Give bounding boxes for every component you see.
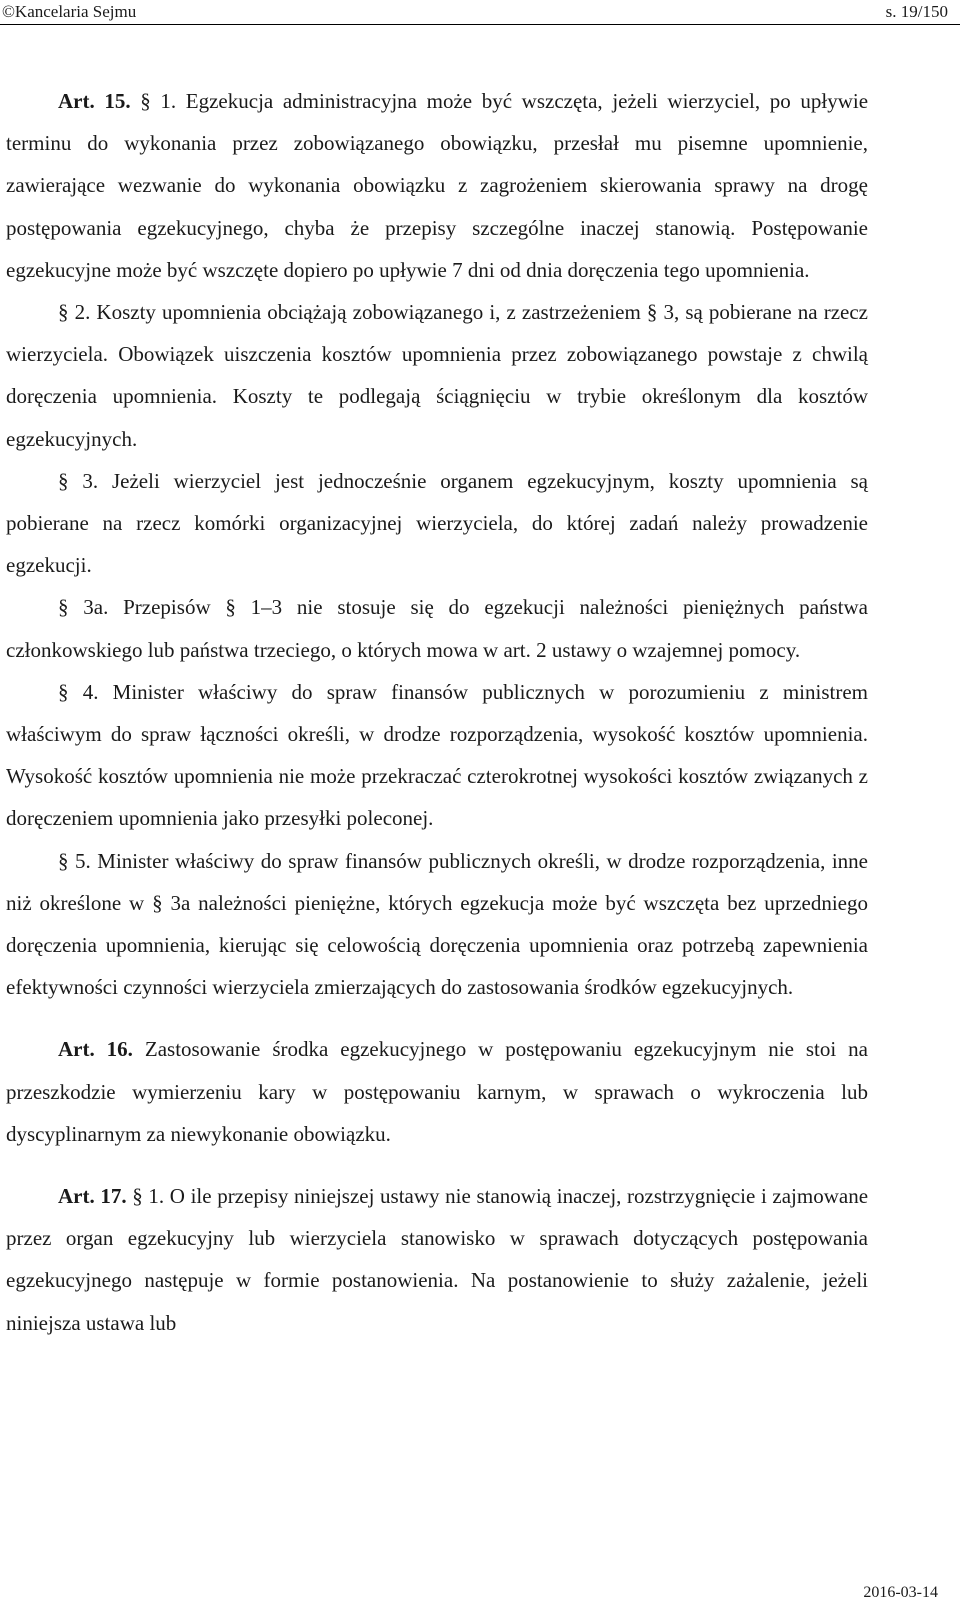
art-15-paragraph-5: § 5. Minister właściwy do spraw finansów publicznych określi, w drodze rozporządzenia, inne niż określone w § 3a należności pieniężne, których egzekucja może być wszczęta bez uprzedniego doręczenia upomnienia, kierując się celowością doręczenia upomnienia oraz potrzebą zapewnienia efektywności czynności wierzyciela zmierzających do zastosowania środków egzekucyjnych. — [6, 848, 868, 1000]
art-15-p1-text: Egzekucja administracyjna może być wszczęta, jeżeli wierzyciel, po upływie terminu do wykonania przez zobowiązanego obowiązku, przesłał mu pisemne upomnienie, zawierające wezwanie do wykonania obowiązku z zagrożeniem skierowania sprawy na drogę postępowania egzekucyjnego, chyba że przepisy szczególne inaczej stanowią. Postępowanie egzekucyjne może być wszczęte dopiero po upływie 7 dni od dnia doręczenia tego upomnienia. — [6, 89, 869, 282]
art-16-paragraph — [6, 1028, 868, 1155]
footer-date: 2016-03-14 — [863, 1584, 938, 1601]
art-16-text: Zastosowanie środka egzekucyjnego w postępowaniu egzekucyjnym nie stoi na przeszkodzie wymierzeniu kary w postępowaniu karnym, w sprawach o wykroczenia lub dyscyplinarnym za niewykonanie obowiązku. — [6, 1037, 868, 1146]
art-16-label: Art. 16. — [58, 1037, 133, 1062]
art-15-paragraph-1 — [6, 80, 868, 291]
page-header — [0, 0, 960, 24]
art-15-label: Art. 15. — [58, 89, 131, 113]
art-17-p1-label: § 1. — [132, 1184, 165, 1209]
header-divider — [0, 24, 960, 25]
art-15-paragraph-4: § 4. Minister właściwy do spraw finansów publicznych w porozumieniu z ministrem właściwym do spraw łączności określi, w drodze rozporządzenia, wysokość kosztów upomnienia. Wysokość kosztów upomnienia nie może przekraczać czterokrotnej wysokości kosztów związanych z doręczeniem upomnienia jako przesyłki poleconej. — [6, 679, 868, 831]
art-15-paragraph-3a: § 3a. Przepisów § 1–3 nie stosuje się do egzekucji należności pieniężnych państwa członkowskiego lub państwa trzeciego, o których mowa w art. 2 ustawy o wzajemnej pomocy. — [6, 595, 868, 662]
art-15-p1-label: § 1. — [140, 89, 177, 113]
art-17-p1-text: O ile przepisy niniejszej ustawy nie stanowią inaczej, rozstrzygnięcie i zajmowane przez organ egzekucyjny lub wierzyciela stanowisko w sprawach dotyczących postępowania egzekucyjnego następuje w formie postanowienia. Na postanowienie to służy zażalenie, jeżeli niniejsza ustawa lub — [6, 1184, 869, 1335]
header-page-number: s. 19/150 — [885, 2, 948, 21]
art-17-label: Art. 17. — [58, 1184, 127, 1209]
art-17-paragraph-1 — [6, 1175, 868, 1344]
document-body — [6, 80, 868, 1344]
header-source: ©Kancelaria Sejmu — [2, 2, 137, 21]
art-15-paragraph-2: § 2. Koszty upomnienia obciążają zobowiązanego i, z zastrzeżeniem § 3, są pobierane na rzecz wierzyciela. Obowiązek uiszczenia kosztów upomnienia przez zobowiązanego powstaje z chwilą doręczenia upomnienia. Koszty te podlegają ściągnięciu w trybie określonym dla kosztów egzekucyjnych. — [6, 300, 868, 451]
art-15-paragraph-3: § 3. Jeżeli wierzyciel jest jednocześnie organem egzekucyjnym, koszty upomnienia są pobierane na rzecz komórki organizacyjnej wierzyciela, do której zadań należy prowadzenie egzekucji. — [6, 468, 868, 578]
